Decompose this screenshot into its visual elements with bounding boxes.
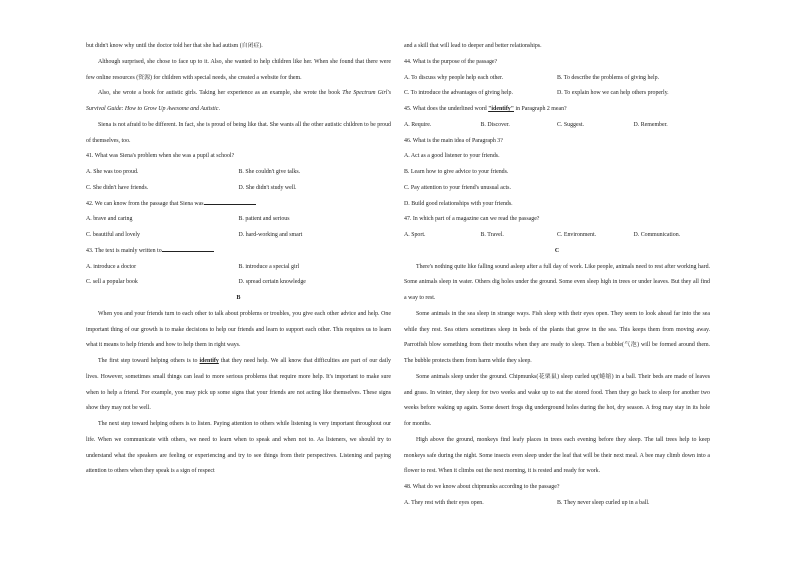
passage-c-paragraph-4: High above the ground, monkeys find leafy places in trees each evening before they sleep. The tall trees help to keep monkeys safe during the night. Some insects even sleep under the leaf that will be their next meal. A bee may climb down into a flower to rest. When it climbs out the next morning, it is rested and ready for work.	[404, 436, 710, 475]
book-title: The Spectrum Girl's Survival Guide: How to Grow Up Awesome and Autistic	[86, 90, 391, 112]
passage-c-paragraph-1: There's nothing quite like falling sound asleep after a full day of work. Like people, animals need to rest after working hard. Some animals sleep in water. Others dig holes under the ground. Some even sleep high in trees or under leaves. But they all find a way to rest.	[404, 263, 710, 301]
section-c-heading: C	[554, 247, 560, 254]
option-a: A. They rest with their eyes open.	[404, 499, 484, 506]
question-43-options-row-2	[86, 275, 391, 291]
question-43	[86, 244, 391, 260]
option-c: C. To introduce the advantages of giving help.	[404, 90, 513, 97]
option-b: B. She couldn't give talks.	[238, 169, 301, 175]
passage-b-paragraph-2	[86, 354, 391, 417]
option-a: A. brave and caring	[86, 216, 133, 223]
option-d: D. Remember.	[633, 121, 668, 128]
question-42-options-row-1	[86, 212, 391, 228]
option-b: B. patient and serious	[238, 216, 290, 223]
option-b: B. Travel.	[480, 232, 504, 238]
option-d: D. To explain how we can help others properly.	[557, 90, 669, 97]
passage-a-paragraph-1: but didn't know why until the doctor told her that she had autism (自闭症).	[86, 43, 263, 49]
answer-blank	[204, 198, 256, 205]
question-46: 46. What is the main idea of Paragraph 3?	[404, 137, 503, 144]
question-44: 44. What is the purpose of the passage?	[404, 58, 498, 65]
right-column	[404, 39, 710, 512]
underlined-word: "identify"	[488, 106, 514, 112]
option-c: C. Environment.	[557, 232, 597, 238]
passage-a-paragraph-3	[86, 86, 391, 118]
option-c: C. Pay attention to your friend's unusual acts.	[404, 184, 511, 191]
question-43-options-row-1	[86, 260, 391, 276]
question-47: 47. In which part of a magazine can we read the passage?	[404, 216, 540, 223]
question-44-options-row-2	[404, 86, 710, 102]
question-44-options-row-1	[404, 71, 710, 87]
option-d: D. Build good relationships with your friends.	[404, 200, 513, 207]
option-a: A. Act as a good listener to your friends.	[404, 153, 500, 160]
option-b: B. They never sleep curled up in a ball.	[557, 499, 650, 506]
paragraph-text: .	[218, 106, 220, 112]
question-41-options-row-1	[86, 165, 391, 181]
passage-c-paragraph-3: Some animals sleep under the ground. Chipmunks(花栗鼠) sleep curled up(蜷缩) in a ball. Their beds are made of leaves and grass. In winter, they sleep for two weeks and wake up to eat the stored food. Then they go back to sleep for another two weeks before waking up again. Some desert frogs dig underground holes during the hot, dry season. A frog may stay in its hole for months.	[404, 373, 710, 427]
option-a: A. introduce a doctor	[86, 263, 137, 270]
passage-b-paragraph-3-continued: and a skill that will lead to deeper and better relationships.	[404, 43, 542, 49]
answer-blank	[162, 245, 214, 252]
option-d: D. spread certain knowledge	[238, 279, 306, 286]
left-column	[86, 39, 391, 480]
passage-a-paragraph-4: Siena is not afraid to be different. In fact, she is proud of being like that. She wants all the other autistic children to be proud of themselves, too.	[86, 121, 391, 144]
question-42-options-row-2	[86, 228, 391, 244]
paragraph-text: The first step toward helping others is to	[98, 358, 200, 364]
question-48: 48. What do we know about chipmunks according to the passage?	[404, 484, 560, 490]
passage-b-paragraph-3: The next step toward helping others is to listen. Paying attention to others while listening is very important throughout our life. When we communicate with others, we need to learn when to speak and when not to. As listeners, we should try to understand what the speakers are feeling or experiencing and try to see things from their perspectives. Listening and paying attention to others when they speak is a sign of respect	[86, 421, 391, 475]
passage-c-paragraph-2: Some animals in the sea sleep in strange ways. Fish sleep with their eyes open. They seem to look ahead far into the sea while they rest. Sea otters sometimes sleep in beds of the plants that grow in the sea. This keeps them from moving away. Parrotfish blow something from their mouths when they are ready to sleep. Then a bubble(气泡) will be formed around them. The bubble protects them from harm while they sleep.	[404, 310, 710, 364]
option-c: C. She didn't have friends.	[86, 184, 149, 191]
question-text: 45. What does the underlined word	[404, 106, 489, 112]
option-b: B. Learn how to give advice to your friends.	[404, 169, 509, 175]
passage-a-paragraph-2: Although surprised, she chose to face up to it. Also, she wanted to help children like her. When she found that there were few online resources (资源) for children with special needs, she created a website for them.	[86, 58, 391, 81]
question-text: 43. The text is mainly written to	[86, 247, 162, 254]
question-41-options-row-2	[86, 181, 391, 197]
option-d: D. She didn't study well.	[238, 184, 297, 191]
option-b: B. Discover.	[480, 121, 510, 128]
passage-b-paragraph-1: When you and your friends turn to each other to talk about problems or troubles, you give each other advice and help. One important thing of our growth is to make decisions to help our friends and learn to support each other. This requires us to learn what it means to help friends and how to help them in right ways.	[86, 310, 391, 349]
question-text: 42. We can know from the passage that Siena was	[86, 200, 204, 207]
option-a: A. Require.	[404, 121, 432, 128]
underlined-word: identify	[199, 358, 219, 364]
option-d: D. hard-working and smart	[238, 232, 303, 238]
option-d: D. Communication.	[633, 232, 681, 238]
option-a: A. She was too proud.	[86, 169, 139, 175]
question-45-options	[404, 118, 710, 134]
question-45	[404, 102, 710, 118]
option-b: B. To describe the problems of giving help.	[557, 74, 660, 81]
option-c: C. beautiful and lovely	[86, 232, 140, 238]
paragraph-text: Also, she wrote a book for autistic girls. Taking her experience as an example, she wrote the book	[98, 90, 343, 97]
paragraph-text: that they need help. We all know that difficulties are part of our daily lives. However, sometimes small things can lead to more serious problems that require more help. It's important to make sure when to help a friend. For example, you may pick up some signs that your friends are not acting like themselves. These signs show they may not be well.	[86, 358, 392, 412]
option-c: C. sell a popular book	[86, 279, 138, 286]
question-text: in Paragraph 2 mean?	[514, 106, 567, 112]
question-48-options-row-1	[404, 496, 710, 512]
question-41: 41. What was Siena's problem when she was a pupil at school?	[86, 153, 235, 160]
question-47-options	[404, 228, 710, 244]
question-42	[86, 197, 391, 213]
option-a: A. To discuss why people help each other.	[404, 74, 504, 81]
section-b-heading: B	[236, 295, 241, 301]
option-b: B. introduce a special girl	[238, 263, 300, 270]
option-c: C. Suggest.	[557, 121, 585, 128]
option-a: A. Sport.	[404, 232, 426, 238]
